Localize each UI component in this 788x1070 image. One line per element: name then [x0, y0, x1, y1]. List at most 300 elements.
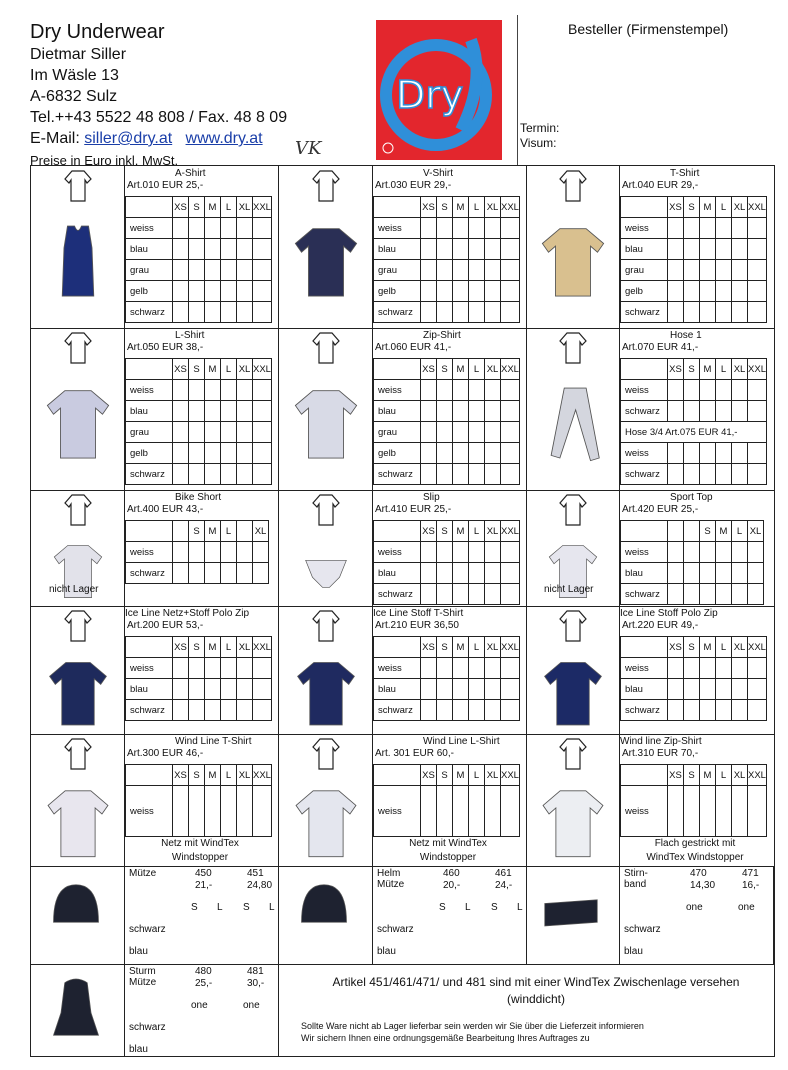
quantity-cell[interactable]: [421, 422, 437, 443]
quantity-cell[interactable]: [205, 563, 221, 584]
quantity-cell[interactable]: [237, 700, 253, 721]
quantity-cell[interactable]: [668, 700, 684, 721]
quantity-cell[interactable]: [485, 260, 501, 281]
quantity-cell[interactable]: [237, 679, 253, 700]
quantity-cell[interactable]: [748, 700, 767, 721]
quantity-cell[interactable]: [469, 464, 485, 485]
quantity-cell[interactable]: [716, 218, 732, 239]
quantity-cell[interactable]: [421, 700, 437, 721]
quantity-cell[interactable]: [173, 281, 189, 302]
quantity-cell[interactable]: [453, 679, 469, 700]
quantity-cell[interactable]: [173, 260, 189, 281]
quantity-cell[interactable]: [716, 542, 732, 563]
quantity-cell[interactable]: [684, 281, 700, 302]
quantity-cell[interactable]: [253, 218, 272, 239]
quantity-cell[interactable]: [732, 563, 748, 584]
quantity-cell[interactable]: [173, 302, 189, 323]
quantity-cell[interactable]: [189, 700, 205, 721]
quantity-cell[interactable]: [421, 443, 437, 464]
quantity-cell[interactable]: [221, 464, 237, 485]
quantity-cell[interactable]: [501, 443, 520, 464]
quantity-cell[interactable]: [469, 700, 485, 721]
quantity-cell[interactable]: [485, 239, 501, 260]
quantity-cell[interactable]: [501, 401, 520, 422]
quantity-cell[interactable]: [716, 563, 732, 584]
quantity-cell[interactable]: [748, 218, 767, 239]
quantity-cell[interactable]: [237, 658, 253, 679]
quantity-cell[interactable]: [221, 563, 237, 584]
quantity-cell[interactable]: [668, 563, 684, 584]
quantity-cell[interactable]: [732, 700, 748, 721]
quantity-cell[interactable]: [716, 786, 732, 837]
quantity-cell[interactable]: [205, 443, 221, 464]
quantity-cell[interactable]: [237, 443, 253, 464]
quantity-cell[interactable]: [189, 401, 205, 422]
quantity-cell[interactable]: [437, 542, 453, 563]
quantity-cell[interactable]: [237, 464, 253, 485]
quantity-cell[interactable]: [700, 401, 716, 422]
quantity-cell[interactable]: [189, 679, 205, 700]
quantity-cell[interactable]: [189, 218, 205, 239]
quantity-cell[interactable]: [237, 563, 253, 584]
quantity-cell[interactable]: [732, 260, 748, 281]
quantity-cell[interactable]: [748, 584, 764, 605]
quantity-cell[interactable]: [748, 302, 767, 323]
quantity-cell[interactable]: [485, 464, 501, 485]
quantity-cell[interactable]: [421, 679, 437, 700]
quantity-cell[interactable]: [469, 658, 485, 679]
quantity-cell[interactable]: [501, 542, 520, 563]
quantity-cell[interactable]: [732, 443, 748, 464]
quantity-cell[interactable]: [732, 401, 748, 422]
quantity-cell[interactable]: [485, 584, 501, 605]
quantity-cell[interactable]: [453, 464, 469, 485]
quantity-cell[interactable]: [237, 239, 253, 260]
quantity-cell[interactable]: [700, 281, 716, 302]
quantity-cell[interactable]: [205, 380, 221, 401]
quantity-cell[interactable]: [732, 380, 748, 401]
quantity-cell[interactable]: [684, 302, 700, 323]
quantity-cell[interactable]: [421, 563, 437, 584]
quantity-cell[interactable]: [421, 786, 437, 837]
quantity-cell[interactable]: [732, 218, 748, 239]
quantity-cell[interactable]: [501, 563, 520, 584]
quantity-cell[interactable]: [453, 542, 469, 563]
quantity-cell[interactable]: [700, 218, 716, 239]
quantity-cell[interactable]: [237, 260, 253, 281]
quantity-cell[interactable]: [189, 422, 205, 443]
article-number: Art.310: [622, 748, 655, 759]
quantity-cell[interactable]: [437, 786, 453, 837]
quantity-cell[interactable]: [189, 302, 205, 323]
quantity-cell[interactable]: [253, 786, 272, 837]
quantity-cell[interactable]: [684, 239, 700, 260]
quantity-cell[interactable]: [748, 260, 767, 281]
quantity-cell[interactable]: [205, 422, 221, 443]
quantity-cell[interactable]: [485, 542, 501, 563]
quantity-cell[interactable]: [700, 464, 716, 485]
quantity-cell[interactable]: [469, 786, 485, 837]
quantity-cell[interactable]: [684, 700, 700, 721]
quantity-cell[interactable]: [221, 542, 237, 563]
quantity-cell[interactable]: [453, 380, 469, 401]
quantity-cell[interactable]: [437, 464, 453, 485]
quantity-cell[interactable]: [485, 401, 501, 422]
quantity-cell[interactable]: [501, 380, 520, 401]
quantity-cell[interactable]: [469, 584, 485, 605]
quantity-cell[interactable]: [501, 281, 520, 302]
quantity-cell[interactable]: [189, 786, 205, 837]
quantity-cell[interactable]: [173, 786, 189, 837]
quantity-cell[interactable]: [453, 401, 469, 422]
quantity-cell[interactable]: [237, 218, 253, 239]
quantity-cell[interactable]: [716, 658, 732, 679]
quantity-cell[interactable]: [700, 380, 716, 401]
quantity-cell[interactable]: [700, 260, 716, 281]
quantity-cell[interactable]: [700, 786, 716, 837]
quantity-cell[interactable]: [668, 584, 684, 605]
quantity-cell[interactable]: [716, 700, 732, 721]
quantity-cell[interactable]: [437, 260, 453, 281]
quantity-cell[interactable]: [453, 302, 469, 323]
quantity-cell[interactable]: [173, 679, 189, 700]
quantity-cell[interactable]: [700, 658, 716, 679]
quantity-cell[interactable]: [485, 443, 501, 464]
quantity-cell[interactable]: [205, 401, 221, 422]
quantity-cell[interactable]: [205, 700, 221, 721]
color-label: schwarz: [374, 302, 421, 323]
quantity-cell[interactable]: [700, 542, 716, 563]
quantity-cell[interactable]: [237, 422, 253, 443]
quantity-cell[interactable]: [684, 464, 700, 485]
quantity-cell[interactable]: [253, 302, 272, 323]
quantity-cell[interactable]: [253, 239, 272, 260]
quantity-cell[interactable]: [205, 464, 221, 485]
quantity-cell[interactable]: [437, 218, 453, 239]
quantity-cell[interactable]: [748, 786, 767, 837]
quantity-cell[interactable]: [221, 281, 237, 302]
quantity-cell[interactable]: [253, 464, 272, 485]
quantity-cell[interactable]: [237, 380, 253, 401]
quantity-cell[interactable]: [221, 443, 237, 464]
quantity-cell[interactable]: [221, 218, 237, 239]
quantity-cell[interactable]: [700, 700, 716, 721]
quantity-cell[interactable]: [732, 679, 748, 700]
quantity-cell[interactable]: [253, 542, 269, 563]
quantity-cell[interactable]: [173, 239, 189, 260]
quantity-cell[interactable]: [221, 401, 237, 422]
quantity-cell[interactable]: [237, 401, 253, 422]
quantity-cell[interactable]: [453, 658, 469, 679]
quantity-cell[interactable]: [421, 542, 437, 563]
quantity-cell[interactable]: [421, 281, 437, 302]
quantity-cell[interactable]: [205, 260, 221, 281]
quantity-cell[interactable]: [501, 464, 520, 485]
quantity-cell[interactable]: [453, 422, 469, 443]
quantity-cell[interactable]: [485, 302, 501, 323]
quantity-cell[interactable]: [732, 239, 748, 260]
quantity-cell[interactable]: [668, 786, 684, 837]
quantity-cell[interactable]: [748, 563, 764, 584]
quantity-cell[interactable]: [485, 658, 501, 679]
quantity-cell[interactable]: [437, 700, 453, 721]
quantity-cell[interactable]: [189, 464, 205, 485]
quantity-cell[interactable]: [253, 380, 272, 401]
color-row: [374, 422, 520, 443]
quantity-cell[interactable]: [684, 658, 700, 679]
quantity-cell[interactable]: [205, 542, 221, 563]
quantity-cell[interactable]: [668, 443, 684, 464]
quantity-cell[interactable]: [237, 281, 253, 302]
quantity-cell[interactable]: [684, 786, 700, 837]
quantity-cell[interactable]: [684, 584, 700, 605]
quantity-cell[interactable]: [732, 281, 748, 302]
quantity-cell[interactable]: [253, 658, 272, 679]
quantity-cell[interactable]: [253, 700, 272, 721]
quantity-cell[interactable]: [469, 679, 485, 700]
quantity-cell[interactable]: [501, 422, 520, 443]
quantity-cell[interactable]: [732, 302, 748, 323]
quantity-cell[interactable]: [485, 380, 501, 401]
quantity-cell[interactable]: [189, 542, 205, 563]
quantity-cell[interactable]: [469, 302, 485, 323]
quantity-cell[interactable]: [221, 302, 237, 323]
quantity-cell[interactable]: [437, 380, 453, 401]
quantity-cell[interactable]: [421, 658, 437, 679]
quantity-cell[interactable]: [716, 281, 732, 302]
quantity-cell[interactable]: [700, 443, 716, 464]
quantity-cell[interactable]: [684, 218, 700, 239]
quantity-cell[interactable]: [421, 584, 437, 605]
quantity-cell[interactable]: [453, 239, 469, 260]
quantity-cell[interactable]: [748, 658, 767, 679]
quantity-cell[interactable]: [748, 380, 767, 401]
quantity-cell[interactable]: [421, 302, 437, 323]
quantity-cell[interactable]: [421, 218, 437, 239]
quantity-cell[interactable]: [453, 786, 469, 837]
quantity-cell[interactable]: [469, 380, 485, 401]
quantity-cell[interactable]: [469, 260, 485, 281]
quantity-cell[interactable]: [716, 679, 732, 700]
quantity-cell[interactable]: [469, 401, 485, 422]
quantity-cell[interactable]: [453, 218, 469, 239]
quantity-cell[interactable]: [421, 239, 437, 260]
quantity-cell[interactable]: [732, 542, 748, 563]
quantity-cell[interactable]: [189, 658, 205, 679]
quantity-cell[interactable]: [173, 700, 189, 721]
quantity-cell[interactable]: [189, 443, 205, 464]
quantity-cell[interactable]: [469, 239, 485, 260]
quantity-cell[interactable]: [469, 422, 485, 443]
quantity-cell[interactable]: [668, 260, 684, 281]
quantity-cell[interactable]: [748, 401, 767, 422]
quantity-cell[interactable]: [469, 218, 485, 239]
quantity-cell[interactable]: [485, 700, 501, 721]
quantity-cell[interactable]: [189, 260, 205, 281]
quantity-cell[interactable]: [716, 380, 732, 401]
quantity-cell[interactable]: [748, 679, 767, 700]
quantity-cell[interactable]: [205, 658, 221, 679]
quantity-cell[interactable]: [173, 563, 189, 584]
quantity-cell[interactable]: [668, 218, 684, 239]
quantity-cell[interactable]: [221, 422, 237, 443]
quantity-cell[interactable]: [748, 281, 767, 302]
quantity-cell[interactable]: [748, 542, 764, 563]
quantity-cell[interactable]: [221, 260, 237, 281]
quantity-cell[interactable]: [684, 380, 700, 401]
quantity-cell[interactable]: [253, 443, 272, 464]
quantity-cell[interactable]: [732, 464, 748, 485]
quantity-cell[interactable]: [748, 464, 767, 485]
quantity-cell[interactable]: [437, 679, 453, 700]
quantity-cell[interactable]: [189, 380, 205, 401]
quantity-cell[interactable]: [173, 401, 189, 422]
quantity-cell[interactable]: [437, 302, 453, 323]
quantity-cell[interactable]: [453, 584, 469, 605]
quantity-cell[interactable]: [700, 584, 716, 605]
quantity-cell[interactable]: [237, 786, 253, 837]
quantity-cell[interactable]: [501, 786, 520, 837]
quantity-cell[interactable]: [700, 679, 716, 700]
quantity-cell[interactable]: [716, 584, 732, 605]
quantity-cell[interactable]: [205, 786, 221, 837]
quantity-cell[interactable]: [716, 443, 732, 464]
quantity-cell[interactable]: [716, 260, 732, 281]
quantity-cell[interactable]: [253, 422, 272, 443]
quantity-cell[interactable]: [668, 658, 684, 679]
quantity-cell[interactable]: [173, 464, 189, 485]
quantity-cell[interactable]: [437, 584, 453, 605]
quantity-cell[interactable]: [437, 239, 453, 260]
quantity-cell[interactable]: [205, 239, 221, 260]
size-header-blank: [374, 637, 421, 658]
quantity-cell[interactable]: [453, 443, 469, 464]
quantity-cell[interactable]: [668, 542, 684, 563]
quantity-cell[interactable]: [437, 281, 453, 302]
quantity-cell[interactable]: [485, 786, 501, 837]
quantity-cell[interactable]: [437, 658, 453, 679]
quantity-cell[interactable]: [668, 679, 684, 700]
quantity-cell[interactable]: [684, 679, 700, 700]
quantity-cell[interactable]: [421, 260, 437, 281]
quantity-cell[interactable]: [684, 542, 700, 563]
quantity-cell[interactable]: [668, 380, 684, 401]
quantity-cell[interactable]: [732, 584, 748, 605]
quantity-cell[interactable]: [485, 218, 501, 239]
quantity-cell[interactable]: [716, 401, 732, 422]
quantity-cell[interactable]: [437, 422, 453, 443]
quantity-cell[interactable]: [732, 658, 748, 679]
quantity-cell[interactable]: [700, 239, 716, 260]
quantity-cell[interactable]: [453, 563, 469, 584]
quantity-cell[interactable]: [437, 563, 453, 584]
quantity-cell[interactable]: [253, 401, 272, 422]
quantity-cell[interactable]: [485, 563, 501, 584]
quantity-cell[interactable]: [205, 218, 221, 239]
quantity-cell[interactable]: [221, 679, 237, 700]
quantity-cell[interactable]: [501, 239, 520, 260]
quantity-cell[interactable]: [469, 281, 485, 302]
quantity-cell[interactable]: [469, 563, 485, 584]
quantity-cell[interactable]: [684, 563, 700, 584]
quantity-cell[interactable]: [748, 443, 767, 464]
quantity-cell[interactable]: [253, 260, 272, 281]
web-link[interactable]: www.dry.at: [185, 130, 263, 147]
quantity-cell[interactable]: [501, 700, 520, 721]
quantity-cell[interactable]: [205, 679, 221, 700]
quantity-cell[interactable]: [469, 542, 485, 563]
quantity-cell[interactable]: [253, 679, 272, 700]
quantity-cell[interactable]: [684, 443, 700, 464]
quantity-cell[interactable]: [668, 281, 684, 302]
quantity-cell[interactable]: [668, 401, 684, 422]
quantity-cell[interactable]: [453, 281, 469, 302]
quantity-cell[interactable]: [485, 679, 501, 700]
quantity-cell[interactable]: [501, 218, 520, 239]
quantity-cell[interactable]: [221, 700, 237, 721]
quantity-cell[interactable]: [437, 401, 453, 422]
quantity-cell[interactable]: [501, 658, 520, 679]
quantity-cell[interactable]: [501, 584, 520, 605]
quantity-cell[interactable]: [221, 658, 237, 679]
quantity-cell[interactable]: [173, 422, 189, 443]
quantity-cell[interactable]: [469, 443, 485, 464]
quantity-cell[interactable]: [189, 281, 205, 302]
quantity-cell[interactable]: [421, 464, 437, 485]
quantity-cell[interactable]: [668, 302, 684, 323]
quantity-cell[interactable]: [485, 422, 501, 443]
quantity-cell[interactable]: [173, 658, 189, 679]
quantity-cell[interactable]: [421, 380, 437, 401]
quantity-cell[interactable]: [684, 401, 700, 422]
quantity-cell[interactable]: [173, 443, 189, 464]
quantity-cell[interactable]: [421, 401, 437, 422]
quantity-cell[interactable]: [453, 700, 469, 721]
quantity-cell[interactable]: [668, 464, 684, 485]
quantity-cell[interactable]: [716, 464, 732, 485]
quantity-cell[interactable]: [732, 786, 748, 837]
quantity-cell[interactable]: [716, 302, 732, 323]
quantity-cell[interactable]: [221, 786, 237, 837]
quantity-cell[interactable]: [485, 281, 501, 302]
quantity-cell[interactable]: [221, 380, 237, 401]
quantity-cell[interactable]: [237, 302, 253, 323]
quantity-cell[interactable]: [501, 302, 520, 323]
quantity-cell[interactable]: [205, 281, 221, 302]
quantity-cell[interactable]: [748, 239, 767, 260]
quantity-cell[interactable]: [189, 563, 205, 584]
quantity-cell[interactable]: [221, 239, 237, 260]
quantity-cell[interactable]: [716, 239, 732, 260]
quantity-cell[interactable]: [237, 542, 253, 563]
quantity-cell[interactable]: [173, 542, 189, 563]
quantity-cell[interactable]: [253, 281, 272, 302]
quantity-cell[interactable]: [501, 679, 520, 700]
quantity-cell[interactable]: [173, 218, 189, 239]
quantity-cell[interactable]: [189, 239, 205, 260]
email-link[interactable]: siller@dry.at: [84, 130, 173, 147]
quantity-cell[interactable]: [700, 302, 716, 323]
quantity-cell[interactable]: [205, 302, 221, 323]
quantity-cell[interactable]: [453, 260, 469, 281]
quantity-cell[interactable]: [437, 443, 453, 464]
quantity-cell[interactable]: [700, 563, 716, 584]
quantity-cell[interactable]: [684, 260, 700, 281]
quantity-cell[interactable]: [668, 239, 684, 260]
quantity-cell[interactable]: [501, 260, 520, 281]
quantity-cell[interactable]: [253, 563, 269, 584]
quantity-cell[interactable]: [173, 380, 189, 401]
